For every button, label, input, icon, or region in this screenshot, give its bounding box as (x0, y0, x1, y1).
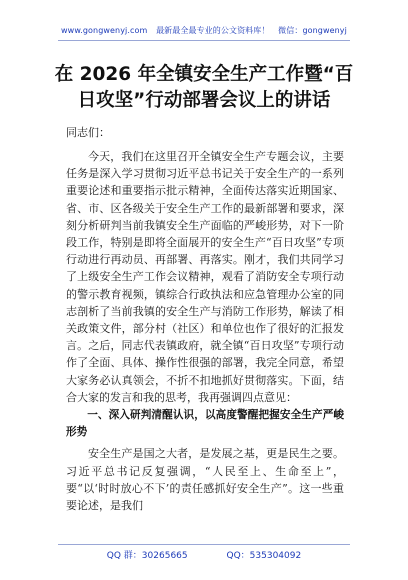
body-paragraph-intro: 今天，我们在这里召开全镇安全生产专题会议，主要任务是深入学习贯彻习近平总书记关于安全生产的一系列重要论述和重要指示批示精神，全面传达落实近期国家、省、市、区各级关于安全生产工作的最新部署和要求，深刻分析研判当前我镇安全生产面临的严峻形势，对下一阶段工作，特别是即将全面展开的安全生产“百日攻坚”专项行动进行再动员、再部署、再落实。刚才，我们共同学习了上级安全生产工作会议精神，观看了消防安全专项行动的警示教育视频，镇综合行政执法和应急管理办公室的同志剖析了当前我镇的安全生产与消防工作形势，解读了相关政策文件，部分村（社区）和单位也作了很好的汇报发言。之后，同志代表镇政府，就全镇“百日攻坚”专项行动作了全面、具体、操作性很强的部署，我完全同意，希望大家务必认真领会，不折不扣地抓好贯彻落实。下面，结合大家的发言和我的思考，我再强调四点意见： (66, 150, 344, 404)
header-divider (58, 40, 350, 41)
site-footer (0, 548, 408, 561)
qq-contact: QQ：535304092 (226, 551, 302, 561)
salutation: 同志们： (66, 126, 110, 139)
qq-group: QQ 群：30265665 (106, 551, 188, 561)
site-slogan: 最新最全最专业的公文资料库！ (156, 26, 270, 35)
footer-divider (58, 544, 350, 545)
document-title: 在 2026 年全镇安全生产工作暨“百日攻坚”行动部署会议上的讲话 (54, 64, 354, 111)
site-url-link[interactable]: www.gongwenyj.com (61, 26, 148, 35)
site-header (0, 25, 408, 36)
document-body (66, 148, 344, 514)
wechat-id: 微信：gongwenyj (278, 26, 347, 35)
section-heading-1: 一、深入研判清醒认识，以高度警醒把握安全生产严峻形势 (66, 409, 344, 439)
body-paragraph-section-1: 安全生产是国之大者，是发展之基，更是民生之要。习近平总书记反复强调，“人民至上、生命至上”，要“以‘时时放心不下’的责任感抓好安全生产”。这一些重要论述，是我们 (66, 447, 344, 513)
